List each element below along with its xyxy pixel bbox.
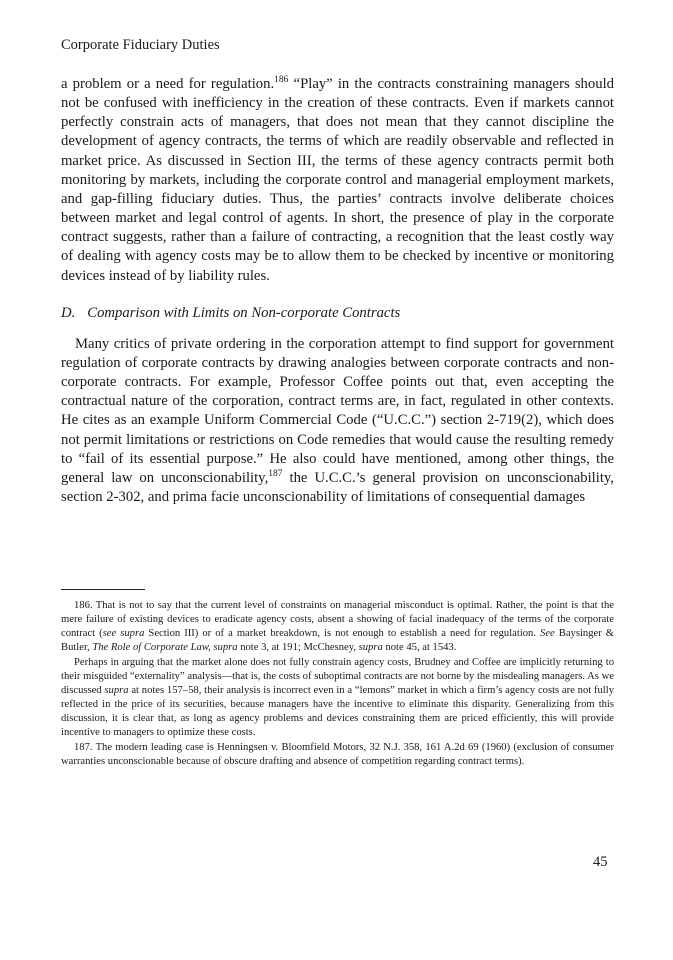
footnote-text: Baysinger & Butler, bbox=[61, 628, 615, 654]
footnote-text: note 3, at 191; McChesney, bbox=[237, 642, 359, 654]
footnote-text: at notes 157–58, their analysis is incorrect even in a “lemons” market in which a firm’s agency costs are not fully reflected in the price of its securities, because managers have the incentive to eliminate this disparity. Generalizing from this discussion, it is clear that, as long as agency problems and devices constraining them are priced efficiently, this will provide incentive to managers to optimize these costs. bbox=[61, 684, 614, 739]
footnote-text: Section III) or of a market breakdown, is not enough to establish a need for regulation. bbox=[144, 628, 541, 640]
body-text bbox=[61, 75, 614, 507]
footnote-divider bbox=[61, 589, 145, 590]
footnote-text: Perhaps in arguing that the market alone does not fully constrain agency costs, Brudney and Coffee are implicitly returning to their misguided “externality” analysis—that is, the costs of suboptimal contracts are not borne by the misdealing managers. As we discussed bbox=[61, 656, 614, 696]
footnote-ref-186: 186 bbox=[274, 75, 289, 86]
footnote-italic: The Role of Corporate Law, supra bbox=[92, 642, 238, 654]
footnote-186 bbox=[61, 599, 614, 656]
paragraph-critics-of-private-ordering bbox=[61, 335, 614, 507]
paragraph-text: “Play” in the contracts constraining managers should not be confused with inefficiency in the creation of these contracts. Even if markets cannot perfectly constrain acts of managers, that does not mean that they cannot discipline the development of agency contracts, the terms of which are readily observable and reflected in market price. As discussed in Section III, the terms of these agency contracts permit both monitoring by markets, including the corporate control and managerial employment markets, and gap-filling fiduciary duties. Thus, the parties’ contracts involve deliberate choices between market and legal control of agents. In short, the presence of play in the corporate contract suggests, rather than a failure of contracting, a recognition that the least costly way of dealing with agency costs may be to allow them to be checked by incentive or monitoring devices instead of by liability rules. bbox=[61, 76, 614, 284]
footnotes bbox=[61, 599, 614, 769]
section-heading bbox=[61, 304, 614, 323]
footnote-italic: See bbox=[540, 628, 555, 640]
footnote-187 bbox=[61, 741, 614, 769]
footnote-italic: supra bbox=[104, 684, 129, 696]
footnote-ref-187: 187 bbox=[268, 468, 283, 479]
footnote-italic: see supra bbox=[102, 628, 145, 640]
section-letter: D. bbox=[61, 304, 76, 321]
footnote-text: 187. The modern leading case is Henningsen v. Bloomfield Motors, 32 N.J. 358, 161 A.2d 69 (1960) (exclusion of consumer warranties unconscionable because of obscure drafting and absence of competition regarding contract terms). bbox=[61, 741, 614, 767]
section-title: Comparison with Limits on Non-corporate Contracts bbox=[87, 304, 401, 321]
paragraph-text: a problem or a need for regulation. bbox=[61, 76, 275, 92]
paragraph-play-in-contracts bbox=[61, 75, 614, 286]
footnote-text: 186. That is not to say that the current level of constraints on managerial misconduct is optimal. Rather, the point is that the mere failure of existing devices to eradicate agency costs, absent a showing of facial inadequacy of the terms of the corporate contract ( bbox=[61, 600, 614, 640]
paragraph-text: the U.C.C.’s general provision on unconscionability, section 2-302, and prima facie unconscionability of limitations of consequential damages bbox=[61, 469, 614, 505]
footnote-186-continued bbox=[61, 656, 614, 741]
running-head: Corporate Fiduciary Duties bbox=[61, 37, 220, 53]
footnote-text: note 45, at 1543. bbox=[382, 642, 457, 654]
page-number: 45 bbox=[593, 854, 608, 870]
paragraph-text: Many critics of private ordering in the corporation attempt to find support for government regulation of corporate contracts by drawing analogies between corporate contracts and non-corporate contracts. For example, Professor Coffee points out that, even accepting the contractual nature of the corporation, contract terms are, in fact, regulated in other contexts. He cites as an example Uniform Commercial Code (“U.C.C.”) section 2-719(2), which does not permit limitations or restrictions on Code remedies that would cause the resulting remedy to “fail of its essential purpose.” He also could have mentioned, among other things, the general law on unconscionability, bbox=[61, 335, 614, 486]
footnote-italic: supra bbox=[358, 642, 383, 654]
